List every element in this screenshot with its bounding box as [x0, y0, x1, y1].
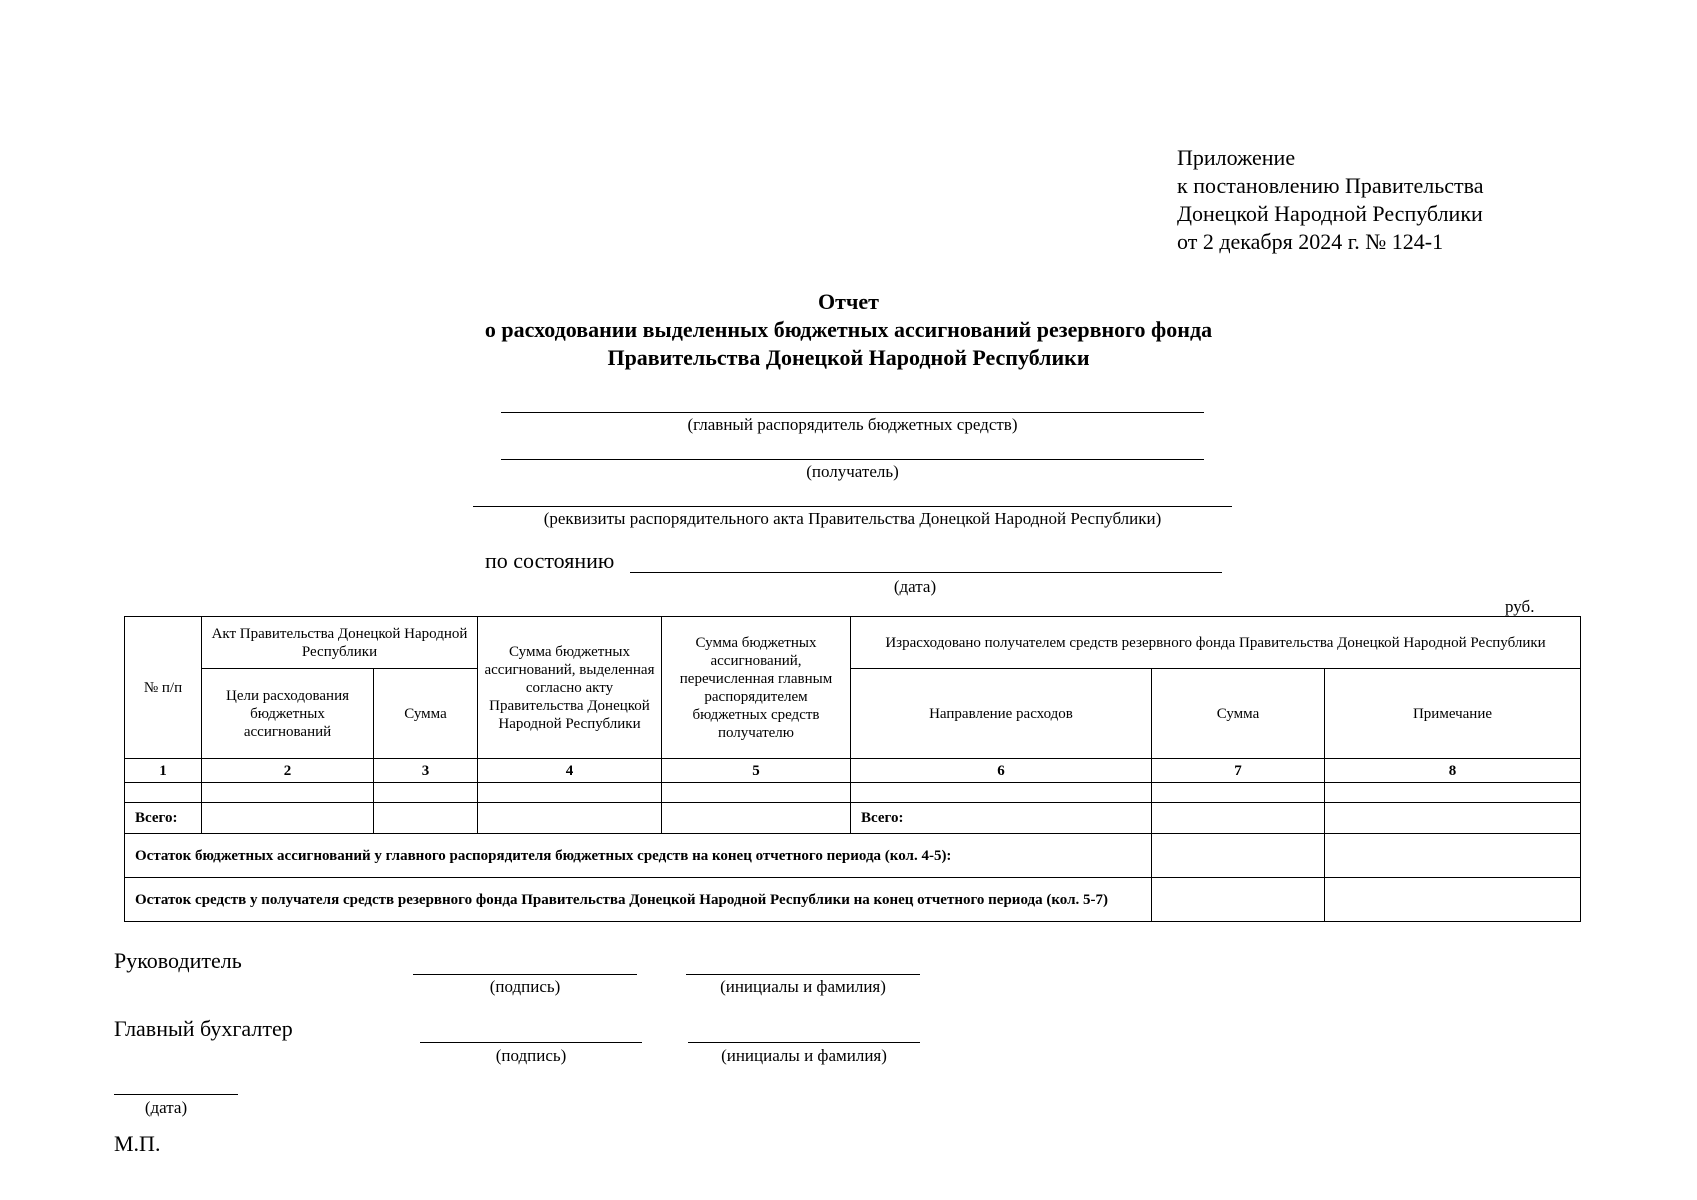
- report-table: [124, 616, 1581, 922]
- head-initials-field[interactable]: [686, 974, 920, 975]
- header-allocated: Сумма бюджетных ассигнований, выделенная согласно акту Правительства Донецкой Народной Республики: [478, 617, 662, 759]
- accountant-signature-field[interactable]: [420, 1042, 642, 1043]
- recipient-field[interactable]: [501, 459, 1204, 460]
- table-cell[interactable]: [851, 783, 1152, 803]
- report-title: [0, 288, 1697, 372]
- title-line-1: Отчет: [818, 289, 879, 314]
- total-label: Всего:: [851, 803, 1152, 834]
- table-cell[interactable]: [478, 783, 662, 803]
- table-row: [125, 783, 1581, 803]
- stamp-label: М.П.: [114, 1131, 161, 1156]
- header-act-sum: Сумма: [374, 669, 478, 759]
- table-cell[interactable]: [1325, 803, 1581, 834]
- remainder-manager-label: Остаток бюджетных ассигнований у главного распорядителя бюджетных средств на конец отчетного периода (кол. 4-5):: [125, 834, 1152, 878]
- total-row: [125, 803, 1581, 834]
- title-line-3: Правительства Донецкой Народной Республики: [607, 345, 1090, 370]
- table-cell[interactable]: [1152, 803, 1325, 834]
- recipient-caption: (получатель): [806, 462, 899, 481]
- table-cell[interactable]: [662, 783, 851, 803]
- accountant-initials-field[interactable]: [688, 1042, 920, 1043]
- annex-line: Приложение: [1177, 145, 1296, 170]
- annex-block: [1177, 144, 1483, 256]
- column-number: 4: [478, 759, 662, 783]
- table-cell[interactable]: [1325, 783, 1581, 803]
- column-number: 5: [662, 759, 851, 783]
- header-act: Акт Правительства Донецкой Народной Республики: [202, 617, 478, 669]
- total-label: Всего:: [125, 803, 202, 834]
- act-details-field[interactable]: [473, 506, 1232, 507]
- header-spent-sum: Сумма: [1152, 669, 1325, 759]
- table-cell[interactable]: [662, 803, 851, 834]
- chief-manager-field[interactable]: [501, 412, 1204, 413]
- table-cell[interactable]: [1325, 878, 1581, 922]
- table-cell[interactable]: [125, 783, 202, 803]
- as-of-label: по состоянию: [485, 548, 615, 573]
- column-numbers-row: [125, 759, 1581, 783]
- header-act-goals: Цели расходования бюджетных ассигнований: [202, 669, 374, 759]
- accountant-initials-caption: (инициалы и фамилия): [721, 1046, 887, 1065]
- head-signature-caption: (подпись): [489, 977, 561, 996]
- remainder-recipient-label: Остаток средств у получателя средств резервного фонда Правительства Донецкой Народной Республики на конец отчетного периода (кол. 5-7): [125, 878, 1152, 922]
- header-spent: Израсходовано получателем средств резервного фонда Правительства Донецкой Народной Республики: [851, 617, 1581, 669]
- column-number: 2: [202, 759, 374, 783]
- column-number: 3: [374, 759, 478, 783]
- date-caption: (дата): [144, 1098, 188, 1117]
- remainder-manager-row: [125, 834, 1581, 878]
- currency-label: руб.: [1505, 597, 1535, 616]
- head-initials-caption: (инициалы и фамилия): [720, 977, 886, 996]
- as-of-date-field[interactable]: [630, 572, 1222, 573]
- remainder-recipient-row: [125, 878, 1581, 922]
- as-of-date-caption: (дата): [893, 577, 937, 596]
- header-no: № п/п: [125, 617, 202, 759]
- table-cell[interactable]: [374, 803, 478, 834]
- table-cell[interactable]: [1152, 783, 1325, 803]
- table-cell[interactable]: [1152, 878, 1325, 922]
- table-cell[interactable]: [1325, 834, 1581, 878]
- table-cell[interactable]: [374, 783, 478, 803]
- header-transferred: Сумма бюджетных ассигнований, перечисленная главным распорядителем бюджетных средств получателю: [662, 617, 851, 759]
- table-cell[interactable]: [478, 803, 662, 834]
- accountant-signature-caption: (подпись): [495, 1046, 567, 1065]
- annex-line: от 2 декабря 2024 г. № 124-1: [1177, 229, 1444, 254]
- chief-manager-caption: (главный распорядитель бюджетных средств): [687, 415, 1018, 434]
- annex-line: Донецкой Народной Республики: [1177, 201, 1483, 226]
- header-spent-note: Примечание: [1325, 669, 1581, 759]
- column-number: 1: [125, 759, 202, 783]
- header-spent-direction: Направление расходов: [851, 669, 1152, 759]
- column-number: 7: [1152, 759, 1325, 783]
- act-details-caption: (реквизиты распорядительного акта Правительства Донецкой Народной Республики): [543, 509, 1162, 528]
- table-cell[interactable]: [202, 803, 374, 834]
- column-number: 6: [851, 759, 1152, 783]
- date-field[interactable]: [114, 1094, 238, 1095]
- table-cell[interactable]: [1152, 834, 1325, 878]
- table-cell[interactable]: [202, 783, 374, 803]
- head-signature-field[interactable]: [413, 974, 637, 975]
- annex-line: к постановлению Правительства: [1177, 173, 1484, 198]
- title-line-2: о расходовании выделенных бюджетных ассигнований резервного фонда: [484, 317, 1213, 342]
- accountant-label: Главный бухгалтер: [114, 1016, 293, 1041]
- column-number: 8: [1325, 759, 1581, 783]
- head-label: Руководитель: [114, 948, 242, 973]
